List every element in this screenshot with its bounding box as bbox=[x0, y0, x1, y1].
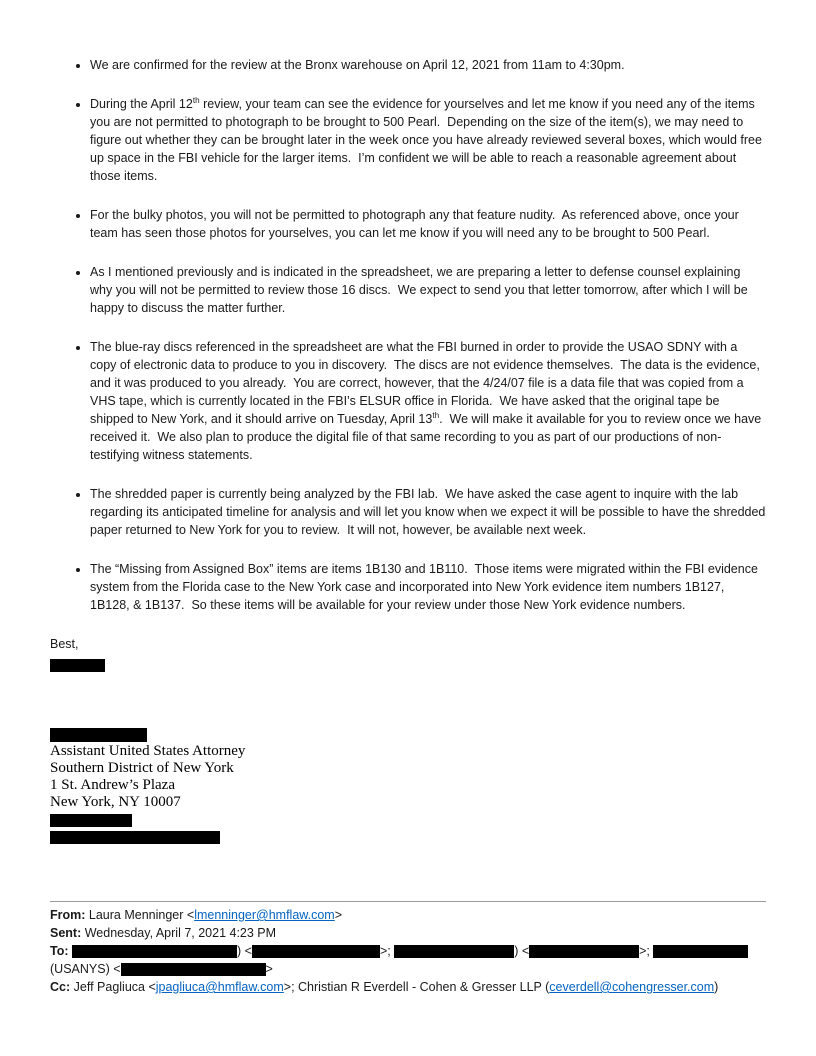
superscript: th bbox=[192, 95, 200, 105]
from-label: From: bbox=[50, 908, 86, 922]
text-run: As I mentioned previously and is indicated in the spreadsheet, we are preparing a letter to defense counsel explaining why you will not be permitted to review those 16 discs. We expect to send you that letter tomorrow, after which I will be happy to discuss the matter further. bbox=[90, 265, 752, 315]
signature-address-line1 bbox=[50, 777, 766, 794]
text-run: > bbox=[265, 962, 273, 976]
text-run: The blue-ray discs referenced in the spreadsheet are what the FBI burned in order to provide the USAO SDNY with a copy of electronic data to produce to you in discovery. The discs are not evidence themselves. The data is the evidence, and it was produced to you already. You are correct, however, that the 4/24/07 file is a data file that was copied from a VHS tape, which is currently located in the FBI’s ELSUR office in Florida. We have asked that the original tape be shipped to New York, and it should arrive on Tuesday, April 13 bbox=[90, 340, 764, 426]
signature-phone-redaction bbox=[50, 811, 766, 828]
text-run: Jeff Pagliuca < bbox=[70, 980, 156, 994]
text-run: ) < bbox=[514, 944, 530, 958]
cc-label: Cc: bbox=[50, 980, 71, 994]
redaction-bar bbox=[653, 945, 748, 958]
from-value bbox=[85, 908, 342, 922]
bullet-paragraph bbox=[90, 485, 769, 539]
text-run: >; bbox=[379, 944, 395, 958]
bullet-item bbox=[90, 485, 769, 539]
header-field-cc bbox=[50, 978, 766, 996]
redaction-bar bbox=[252, 945, 380, 958]
text-run: We are confirmed for the review at the Bronx warehouse on April 12, 2021 from 11am to 4:30pm. bbox=[90, 58, 625, 72]
bullet-paragraph bbox=[90, 338, 766, 464]
sent-value bbox=[81, 926, 276, 940]
sender-name-redaction bbox=[50, 658, 766, 672]
cc-value bbox=[70, 980, 718, 994]
signature-block bbox=[50, 726, 766, 845]
text-run: ) < bbox=[237, 944, 252, 958]
text-run: (USANYS) < bbox=[50, 962, 121, 976]
text-run: ) bbox=[714, 980, 719, 994]
text-run: New York, NY 10007 bbox=[50, 794, 181, 810]
text-run: >; bbox=[639, 944, 654, 958]
text-run: > bbox=[334, 908, 343, 922]
text-run: The “Missing from Assigned Box” items are items 1B130 and 1B110. Those items were migrated within the FBI evidence system from the Florida case to the New York case and incorporated into New York evidence item numbers 1B127, 1B128, & 1B137. So these items will be available for your review under those New York evidence numbers. bbox=[90, 562, 762, 612]
sent-label: Sent: bbox=[50, 926, 82, 940]
text-run: Wednesday, April 7, 2021 4:23 PM bbox=[81, 926, 277, 940]
redaction-bar bbox=[50, 831, 220, 844]
signature-title bbox=[50, 743, 766, 760]
closing-text: Best, bbox=[50, 637, 79, 651]
divider-line bbox=[50, 901, 766, 902]
bullet-item bbox=[90, 95, 766, 185]
text-run: review, your team can see the evidence for yourselves and let me know if you need any of the items you are not permitted to photograph to be brought to 500 Pearl. Depending on the size of the item(s), we may need to figure out whether they can be brought later in the week once you have already reviewed several boxes, which would free up space in the FBI vehicle for the larger items. I’m confident we will be able to reach a reasonable agreement about those items. bbox=[90, 97, 766, 183]
text-run: For the bulky photos, you will not be permitted to photograph any that feature nudity. As referenced above, once your team has seen those photos for yourselves, you can let me know if you will need any to be brought to 500 Pearl. bbox=[90, 208, 743, 240]
bullet-paragraph bbox=[90, 56, 766, 74]
bullet-paragraph bbox=[90, 560, 766, 614]
superscript: th bbox=[432, 410, 440, 420]
text-run: Southern District of New York bbox=[50, 760, 234, 776]
redaction-bar bbox=[72, 945, 237, 958]
email-link[interactable]: jpagliuca@hmflaw.com bbox=[155, 980, 284, 994]
redaction-bar bbox=[50, 659, 105, 672]
bullet-item bbox=[90, 206, 766, 242]
signature-email-redaction bbox=[50, 828, 766, 845]
header-field-to bbox=[50, 942, 766, 978]
signature-office bbox=[50, 760, 766, 777]
bullet-paragraph bbox=[90, 263, 766, 317]
bullet-paragraph bbox=[90, 206, 766, 242]
bullet-item bbox=[90, 263, 766, 317]
signature-address-line2 bbox=[50, 794, 766, 811]
text-run: 1 St. Andrew’s Plaza bbox=[50, 777, 175, 793]
redaction-bar bbox=[50, 814, 132, 827]
bullet-item bbox=[90, 338, 766, 464]
header-field-sent bbox=[50, 924, 766, 942]
to-value bbox=[50, 944, 748, 976]
text-run: >; Christian R Everdell - Cohen & Gresser LLP ( bbox=[283, 980, 550, 994]
email-header bbox=[50, 906, 766, 996]
header-field-from bbox=[50, 906, 766, 924]
text-run: The shredded paper is currently being analyzed by the FBI lab. We have asked the case agent to inquire with the lab regarding its anticipated timeline for analysis and will let you know when we expect it will be possible to have the shredded paper returned to New York for you to review. It will not, however, be available next week. bbox=[90, 487, 769, 537]
redaction-bar bbox=[529, 945, 639, 958]
email-link[interactable]: lmenninger@hmflaw.com bbox=[194, 908, 335, 922]
text-run: Assistant United States Attorney bbox=[50, 743, 246, 759]
redaction-bar bbox=[394, 945, 514, 958]
text-run: . We will make it available for you to review once we have received it. We also plan to produce the digital file of that same recording to you as part of our productions of non-testifying witness statements. bbox=[90, 412, 765, 462]
redaction-bar bbox=[121, 963, 266, 976]
email-link[interactable]: ceverdell@cohengresser.com bbox=[549, 980, 715, 994]
text-run: Laura Menninger < bbox=[85, 908, 195, 922]
bullet-item bbox=[90, 56, 766, 74]
signature-name-redaction bbox=[50, 726, 766, 743]
text-run: During the April 12 bbox=[90, 97, 193, 111]
redaction-bar bbox=[50, 728, 147, 742]
bullet-paragraph bbox=[90, 95, 766, 185]
bullet-item bbox=[90, 560, 766, 614]
to-label: To: bbox=[50, 944, 69, 958]
bullet-list bbox=[50, 56, 769, 614]
